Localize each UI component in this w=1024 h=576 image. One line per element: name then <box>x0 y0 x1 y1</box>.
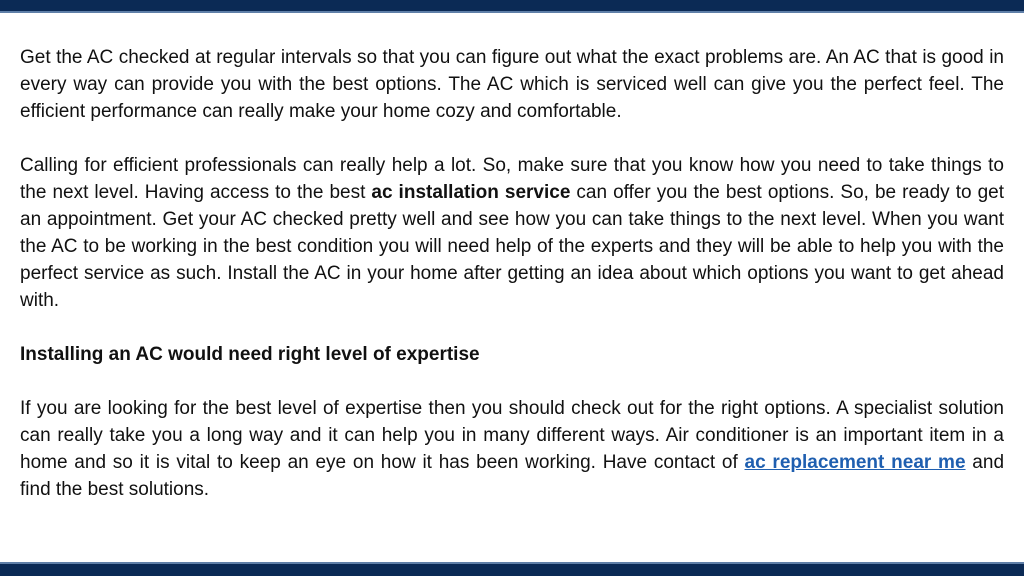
section-heading: Installing an AC would need right level of expertise <box>20 344 480 365</box>
paragraph-2-text-end: can offer you the best options. So, be ready to get an appointment. Get your AC checked pretty well and see how you can take things to the next level. When you want the AC to be working in the best condition you will need help of the experts and they will be able to help you with the perfect service as such. Install the AC in your home after getting an idea about which options you want to get ahead with. <box>20 182 1004 311</box>
top-border-bar <box>0 0 1024 11</box>
document-body <box>20 44 1004 530</box>
keyword-ac-installation-service: ac installation service <box>371 182 571 203</box>
paragraph-1-text: Get the AC checked at regular intervals so that you can figure out what the exact problems are. An AC that is good in every way can provide you with the best options. The AC which is serviced well can give you the perfect feel. The efficient performance can really make your home cozy and comfortable. <box>20 47 1004 122</box>
paragraph-2-text-start: Calling for efficient professionals can really help a lot. So, make sure that you know how you need to take things to the next level. Having access to the best <box>20 155 1004 203</box>
paragraph-3 <box>20 395 1004 503</box>
paragraph-3-text-end: and find the best solutions. <box>20 452 1005 500</box>
paragraph-3-text-start: If you are looking for the best level of expertise then you should check out for the right options. A specialist solution can really take you a long way and it can help you in many different ways. Air conditioner is an important item in a home and so it is vital to keep an eye on how it has been working. Have contact of <box>20 398 1004 473</box>
ac-replacement-link[interactable]: ac replacement near me <box>744 452 966 473</box>
paragraph-2 <box>20 152 1004 314</box>
paragraph-1 <box>20 44 1004 125</box>
bottom-border-bar <box>0 564 1024 576</box>
